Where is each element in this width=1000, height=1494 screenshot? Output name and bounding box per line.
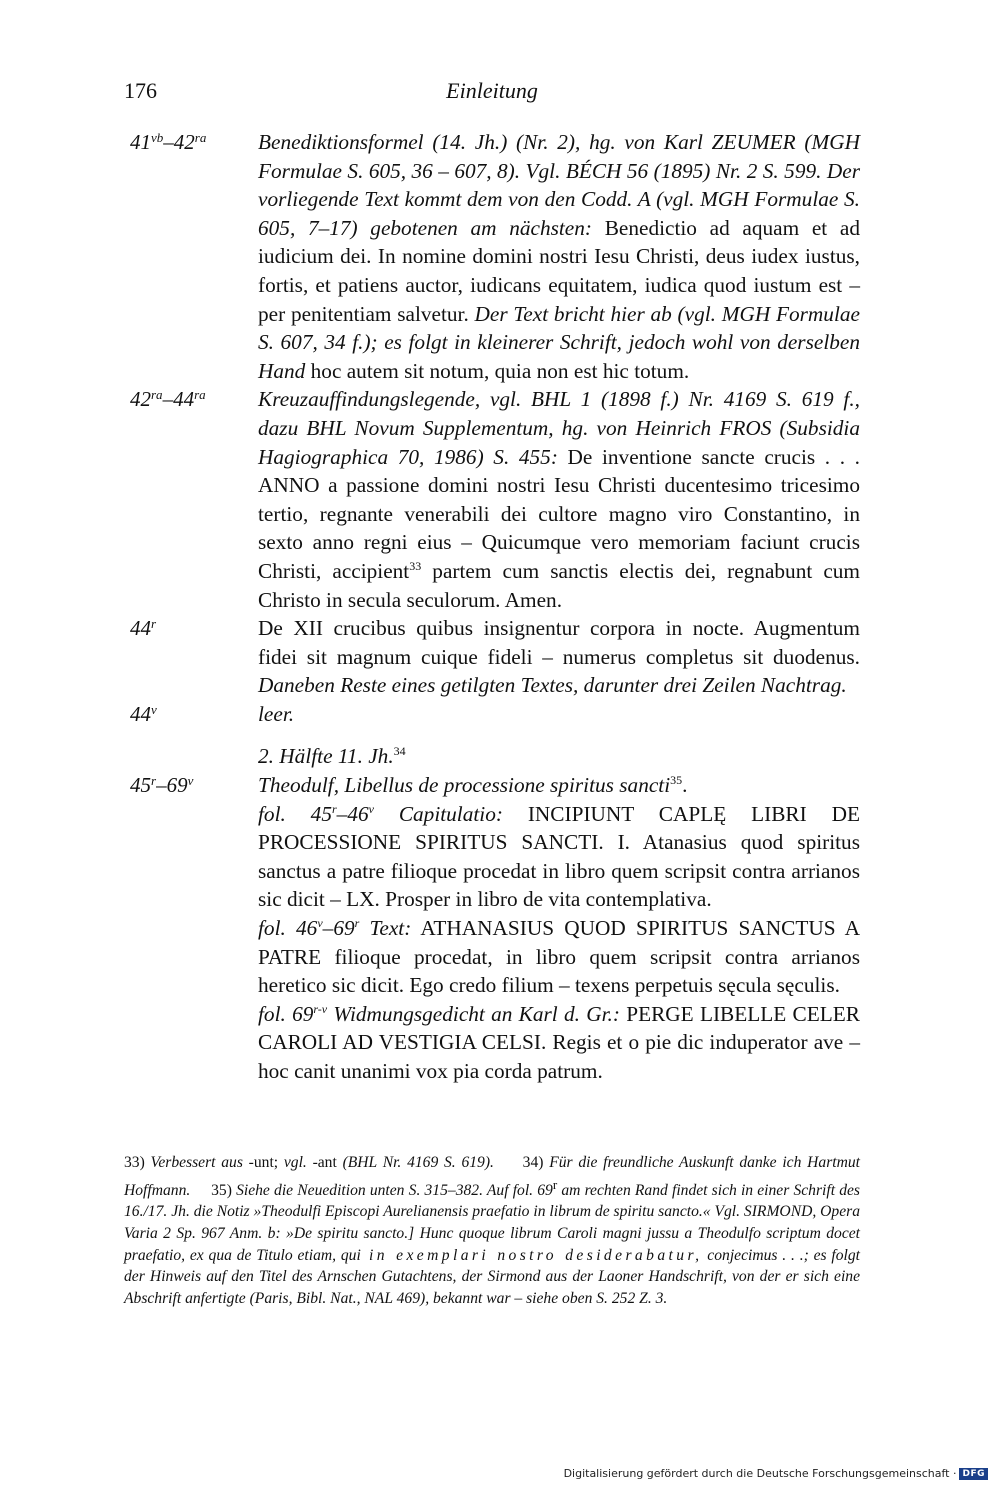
footnote-ref: 33 <box>409 558 422 573</box>
entry-44v <box>130 700 860 729</box>
footnote-33: 33) Verbessert aus -unt; vgl. -ant (BHL Nr. 4169 S. 619). <box>124 1154 494 1171</box>
folio-range: $41^{vb}-42^{ra}$ <box>130 130 207 154</box>
page-number: 176 <box>124 78 157 103</box>
footnote-35: 35) Siehe die Neuedition unten S. 315–382. Auf fol. 69$^r$ am rechten Rand findet sich in einer Schrift des 16./17. Jh. die Notiz »Theodulfi Episcopi Aurelianensis praefatio in librum de spiritu sancto.« Vgl. SIRMOND, Opera Varia 2 Sp. 967 Anm. b: »De spiritu sancto.] Hunc quoque librum Caroli magni jussu a Theodulfo scriptum docet praefatio, ex qua de Titulo etiam, qui in exemplari nostro desiderabatur, conjecimus . . .; es folgt der Hinweis auf den Titel des Arnschen Gutachtens, der Sirmond aus der Laoner Handschrift, von der er sich eine Abschrift anfertigte (Paris, Bibl. Nat., NAL 469), bekannt war – siehe oben S. 252 Z. 3. <box>124 1176 860 1307</box>
footnote-34: 34) Für die freundliche Auskunft danke ich Hartmut Hoffmann. <box>124 1154 860 1199</box>
entry-45r-69v <box>130 771 860 1086</box>
running-title: Einleitung <box>446 78 538 103</box>
folio-range: 44$^v$ <box>130 701 157 726</box>
work-title: Theodulf, Libellus de processione spiritus sancti$^{35}$. <box>258 773 688 798</box>
entry-description: De XII crucibus quibus insignentur corpora in nocte. Augmentum fidei sit magnum cuique fideli – numerus completus sit duodenus. Daneben Reste eines getilgten Textes, darunter drei Zeilen Nachtrag. <box>258 616 860 698</box>
footnote-ref: 34 <box>393 744 406 759</box>
entry-42ra-44ra <box>130 385 860 614</box>
folio-range: 45$^r$–69$^v$ <box>130 773 194 798</box>
manuscript-entries <box>130 128 860 1086</box>
entry-description: leer. <box>258 701 295 726</box>
credit-text: Digitalisierung gefördert durch die Deutsche Forschungsgemeinschaft · <box>563 1467 957 1480</box>
digitization-credit <box>564 1467 988 1480</box>
entry-description: Kreuzauffindungslegende, vgl. BHL 1 (1898 f.) Nr. 4169 S. 619 f., dazu BHL Novum Supplementum, hg. von Heinrich FROS (Subsidia Hagiographica 70, 1986) S. 455: De inventione sancte crucis . . . ANNO a passione domini nostri Iesu Christi ducentesimo tricesimo tertio, regnante venerabili dei cultore magno viro Constantino, in sexto anno regni eius – Quicumque vero memoriam faciunt crucis Christi, accipient$^{33}$ partem cum sanctis electis dei, regnabunt cum Christo in secula seculorum. Amen. <box>258 387 860 612</box>
entry-41vb-42ra <box>130 128 860 385</box>
folio-range: $42^{ra}-44^{ra}$ <box>130 387 206 412</box>
footnote-ref: 35 <box>670 773 683 788</box>
text-section: fol. 46$^v$–69$^r$ Text: ATHANASIUS QUOD SPIRITUS SANCTUS A PATRE filioque procedat, in libro quem scripsit contra arrianos heretico sic dicit. Ego credo filium – texens perpetuis sęcula sęculis. <box>258 916 860 998</box>
entry-description <box>258 771 860 1086</box>
page-header <box>124 78 860 108</box>
dfg-logo-icon: DFG <box>959 1468 988 1480</box>
entry-description: Benediktionsformel (14. Jh.) (Nr. 2), hg. von Karl ZEUMER (MGH Formulae S. 605, 36 – 607, 8). Vgl. BÉCH 56 (1895) Nr. 2 S. 599. Der vorliegende Text kommt dem von den Codd. A (vgl. MGH Formulae S. 605, 7–17) gebotenen am nächsten: Benedictio ad aquam et ad iudicium dei. In nomine domini nostri Iesu Christi, deus iudex iustus, fortis, et patiens auctor, iudicans equitatem, iudica quod iustum est – per penitentiam salvetur. Der Text bricht hier ab (vgl. MGH Formulae S. 607, 34 f.); es folgt in kleinerer Schrift, jedoch wohl von derselben Hand hoc autem sit notum, quia non est hic totum. <box>258 130 860 383</box>
section-heading: 2. Hälfte 11. Jh.$^{34}$ <box>258 744 406 769</box>
dedication-poem: fol. 69$^{r-v}$ Widmungsgedicht an Karl d. Gr.: PERGE LIBELLE CELER CAROLI AD VESTIGIA CELSI. Regis et o pie dic induperator ave – hoc canit unanimi vox pia corda patrum. <box>258 1001 860 1083</box>
folio-range: 44$^r$ <box>130 616 157 641</box>
entry-44r <box>130 614 860 700</box>
capitulatio: fol. 45$^r$–46$^v$ Capitulatio: INCIPIUNT CAPLĘ LIBRI DE PROCESSIONE SPIRITUS SANCTI. I. Atanasius quod spiritus sanctus a patre filioque procedat in libro quem scripsit contra arrianos sic dicit – LX. Prosper in libro de vita contemplativa. <box>258 801 860 912</box>
footnotes <box>124 1152 860 1309</box>
